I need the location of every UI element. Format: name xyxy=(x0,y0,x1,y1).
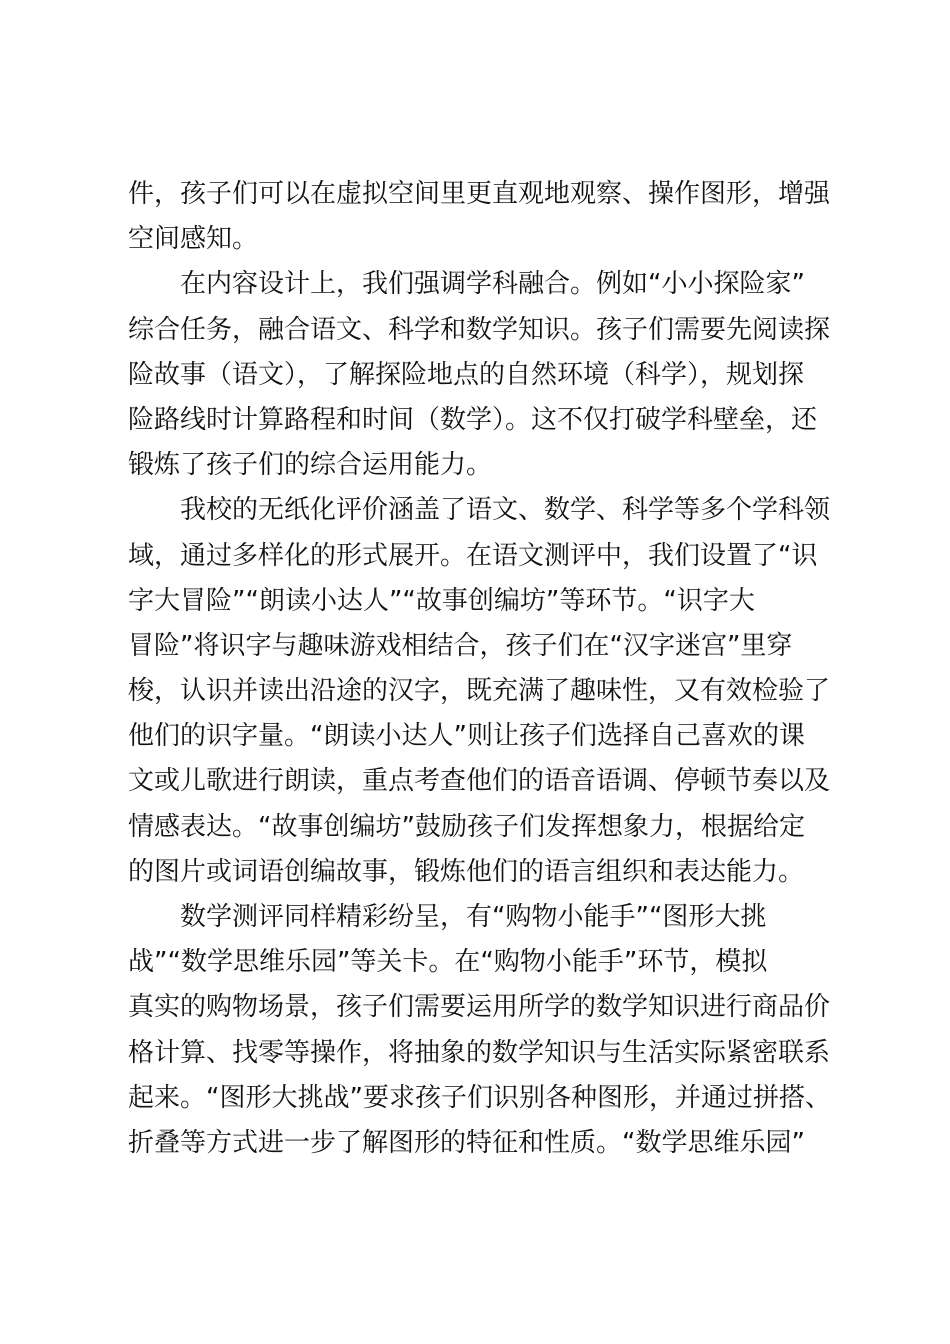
body-text xyxy=(128,172,840,1166)
text-line: 我校的无纸化评价涵盖了语文、数学、科学等多个学科领 xyxy=(180,495,831,526)
text-line: 起来。“图形大挑战”要求孩子们识别各种图形，并通过拼搭、 xyxy=(128,1082,831,1113)
text-line: 数学测评同样精彩纷呈，有“购物小能手”“图形大挑 xyxy=(180,902,767,932)
text-line: 险故事（语文），了解探险地点的自然环境（科学），规划探 xyxy=(128,359,805,390)
text-line: 真实的购物场景，孩子们需要运用所学的数学知识进行商品价 xyxy=(128,992,831,1023)
text-line: 的图片或词语创编故事，锻炼他们的语言组织和表达能力。 xyxy=(128,856,805,887)
text-line: 战”“数学思维乐园”等关卡。在“购物小能手”环节，模拟 xyxy=(128,947,768,978)
text-line: 情感表达。“故事创编坊”鼓励孩子们发挥想象力，根据给定 xyxy=(128,811,805,842)
text-line: 梭，认识并读出沿途的汉字，既充满了趣味性，又有效检验了 xyxy=(128,676,831,707)
text-line: 险路线时计算路程和时间（数学）。这不仅打破学科壁垒，还 xyxy=(128,404,818,435)
text-line: 在内容设计上，我们强调学科融合。例如“小小探险家” xyxy=(180,269,805,300)
text-line: 冒险”将识字与趣味游戏相结合，孩子们在“汉字迷宫”里穿 xyxy=(128,630,793,661)
text-line: 空间感知。 xyxy=(128,224,259,255)
text-line: 锻炼了孩子们的综合运用能力。 xyxy=(128,450,493,481)
text-line: 文或儿歌进行朗读，重点考查他们的语音语调、停顿节奏以及 xyxy=(128,766,831,797)
text-line: 字大冒险”“朗读小达人”“故事创编坊”等环节。“识字大 xyxy=(128,585,755,616)
text-line: 域，通过多样化的形式展开。在语文测评中，我们设置了“识 xyxy=(128,540,818,571)
text-line: 件，孩子们可以在虚拟空间里更直观地观察、操作图形，增强 xyxy=(128,179,831,209)
text-line: 他们的识字量。“朗读小达人”则让孩子们选择自己喜欢的课 xyxy=(128,721,805,752)
text-line: 综合任务，融合语文、科学和数学知识。孩子们需要先阅读探 xyxy=(128,314,831,345)
text-line: 折叠等方式进一步了解图形的特征和性质。“数学思维乐园” xyxy=(128,1127,805,1158)
text-line: 格计算、找零等操作，将抽象的数学知识与生活实际紧密联系 xyxy=(128,1037,831,1068)
